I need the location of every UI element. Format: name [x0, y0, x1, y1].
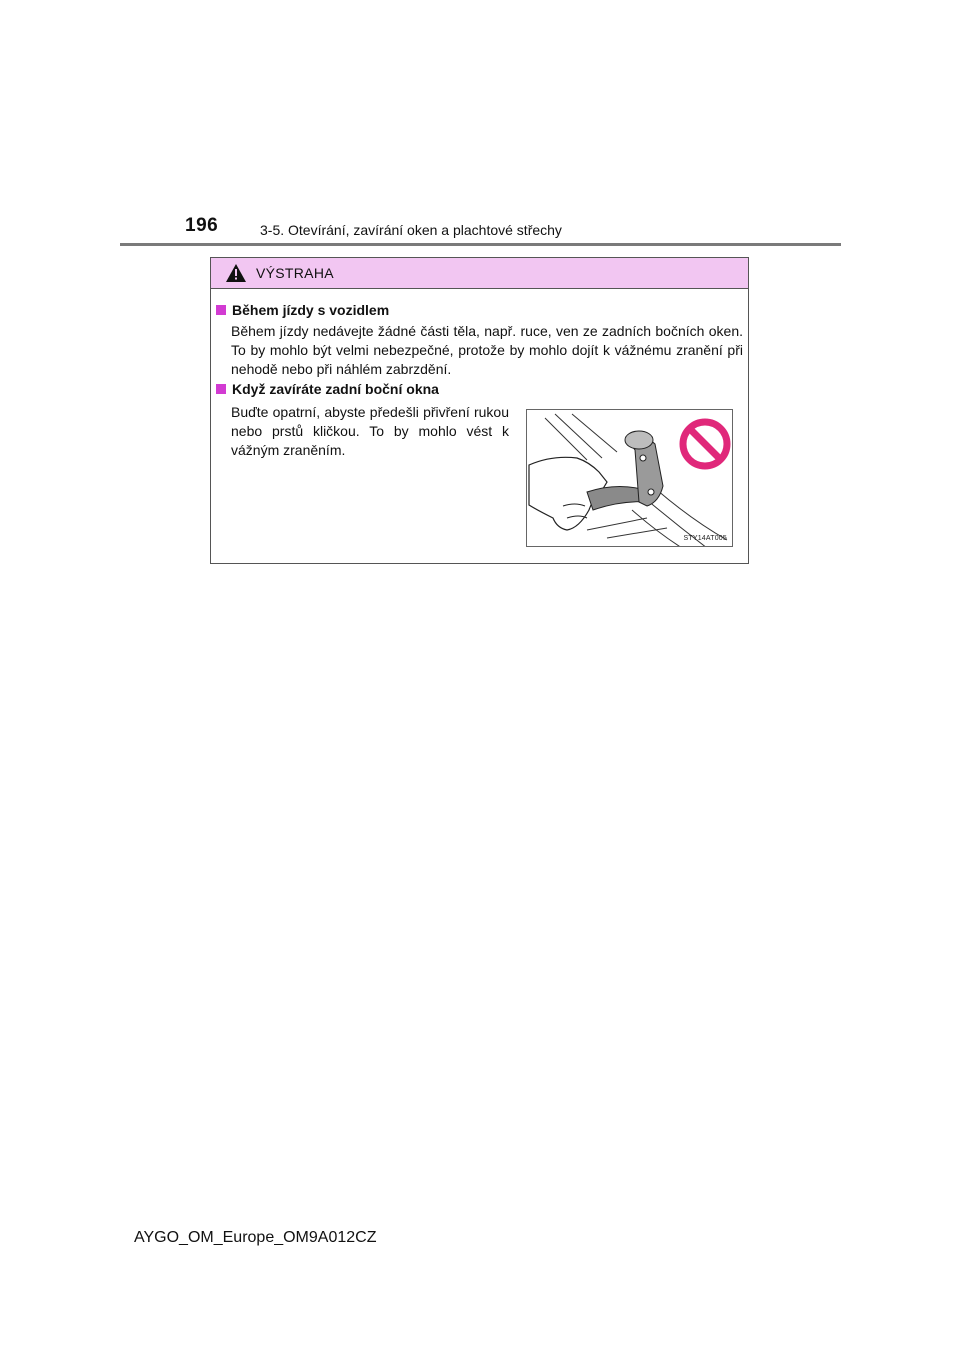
header-rule	[120, 243, 841, 246]
illustration-figure	[526, 409, 733, 547]
page-number: 196	[185, 215, 219, 236]
figure-code: STY14AT005	[683, 535, 727, 542]
section-title: 3-5. Otevírání, zavírání oken a plachtové střechy	[260, 222, 562, 238]
item-heading-text: Během jízdy s vozidlem	[232, 302, 390, 318]
window-crank-hand-illustration	[527, 410, 733, 547]
item-heading-closing	[216, 381, 439, 397]
bullet-square-icon	[216, 305, 226, 315]
warning-header	[211, 258, 748, 289]
warning-label: VÝSTRAHA	[256, 265, 334, 281]
warning-box	[210, 257, 749, 564]
warning-triangle-icon	[226, 264, 246, 282]
item-heading-text: Když zavíráte zadní boční okna	[232, 381, 439, 397]
footer-document-code: AYGO_OM_Europe_OM9A012CZ	[134, 1229, 377, 1246]
item-heading-driving	[216, 302, 389, 318]
item-text-closing: Buďte opatrní, abyste předešli přivření rukou nebo prstů kličkou. To by mohlo vést k vážným zraněním.	[231, 404, 509, 458]
bullet-square-icon	[216, 384, 226, 394]
item-text-driving: Během jízdy nedávejte žádné části těla, např. ruce, ven ze zadních bočních oken. To by mohlo být velmi nebezpečné, protože by mohlo dojít k vážnému zranění při nehodě nebo při náhlém zabrzdění.	[231, 323, 743, 377]
